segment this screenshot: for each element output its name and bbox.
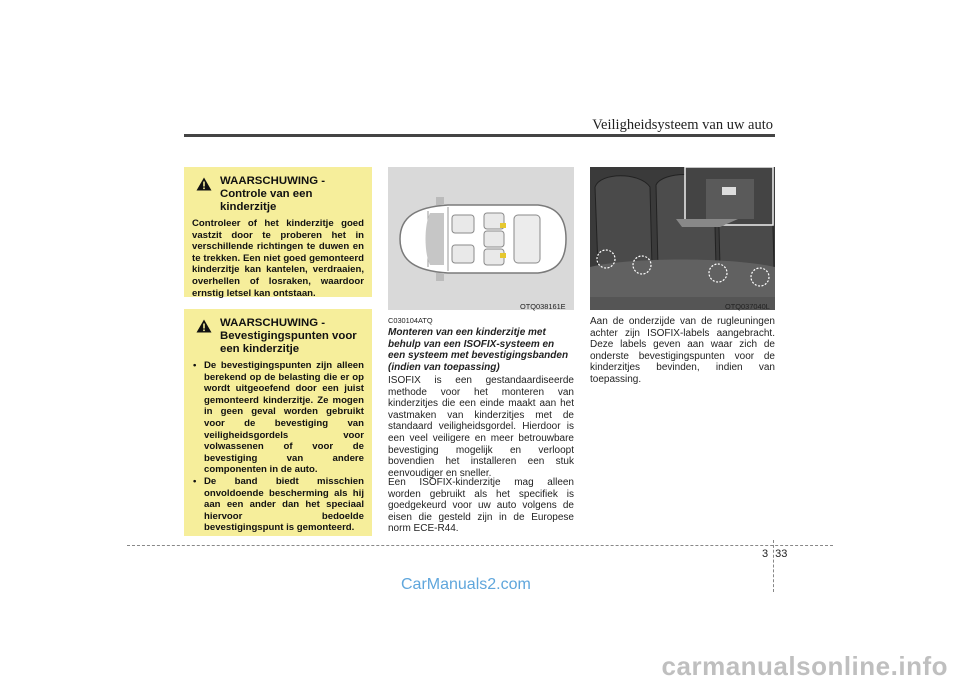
- footer-rule: [127, 545, 833, 546]
- warning-title-line2: Controle van een kinderzitje: [220, 188, 313, 213]
- page-number-value: 33: [775, 548, 788, 560]
- warning-title-line2: Bevestigingspunten voor een kinderzitje: [220, 330, 357, 355]
- car-top-view-illustration: [388, 167, 574, 310]
- watermark-site[interactable]: CarManuals2.com: [401, 576, 531, 593]
- paragraph: Aan de onderzijde van de rugleuningen achter zijn ISOFIX-labels aangebracht. Deze labels geven aan waar zich de onderste bevestigingspunten voor de kinderzitjes bevinden, indien van toepassing.: [590, 316, 775, 385]
- section-subheading: Monteren van een kinderzitje met behulp van een ISOFIX-systeem en een systeem met bevestigingsbanden (indien van toepassing): [388, 327, 569, 374]
- paragraph: Een ISOFIX-kinderzitje mag alleen worden gebruikt als het specifiek is goedgekeurd voor uw auto volgens de eisen die gesteld zijn in de Europese norm ECE-R44.: [388, 477, 574, 535]
- warning-list: [192, 360, 364, 534]
- section-code: C030104ATQ: [388, 316, 433, 325]
- warning-triangle-icon: [196, 319, 212, 333]
- warning-title-line1: WAARSCHUWING -: [220, 317, 326, 329]
- watermark-bottom: carmanualsonline.info: [661, 651, 948, 681]
- warning-list-item: • De bevestigingspunten zijn alleen berekend op de belasting die er op wordt uitgeoefend door een juist gemonteerd kinderzitje. Ze mogen in geen geval worden gebruikt voor de bevestiging van veiligheidsgordels voor volwassenen of voor de bevestiging van andere componenten in de auto.: [192, 360, 364, 476]
- rear-seat-isofix-photo: [590, 167, 775, 310]
- warning-header: [192, 175, 364, 214]
- warning-title: [220, 317, 364, 356]
- warning-title-line1: WAARSCHUWING -: [220, 175, 326, 187]
- paragraph: ISOFIX is een gestandaardiseerde methode voor het monteren van kinderzitjes die een einde maakt aan het vastmaken van kinderzitjes met de standaard veiligheidsgordel. Hierdoor is een veel veiligere en meer betrouwbare bevestiging mogelijk en verloopt bovendien het installeren een stuk eenvoudiger en sneller.: [388, 375, 574, 479]
- warning-box-child-seat-check: [184, 167, 372, 297]
- warning-box-anchor-points: [184, 309, 372, 536]
- warning-list-item: • De band biedt misschien onvoldoende bescherming als hij aan een ander dan het speciaal hiervoor bedoelde bevestigingspunt is gemonteerd.: [192, 476, 364, 534]
- image-caption: OTQ038161E: [520, 302, 566, 311]
- running-header: Veiligheidsysteem van uw auto: [592, 117, 773, 133]
- warning-triangle-icon: [196, 177, 212, 191]
- warning-header: [192, 317, 364, 356]
- page-number: [762, 548, 787, 560]
- car-top-view-drawing: [388, 167, 574, 310]
- image-caption: OTQ037040L: [725, 302, 770, 311]
- warning-title: [220, 175, 364, 214]
- warning-body: Controleer of het kinderzitje goed vastzit door te proberen het in verschillende richtingen te duwen en te trekken. Een niet goed gemonteerd kinderzitje kan kantelen, verdraaien, overhellen of losraken, waardoor ernstig letsel kan ontstaan.: [192, 218, 364, 299]
- header-rule: [184, 134, 775, 137]
- rear-seat-drawing: [590, 167, 775, 310]
- chapter-number: 3: [762, 548, 769, 560]
